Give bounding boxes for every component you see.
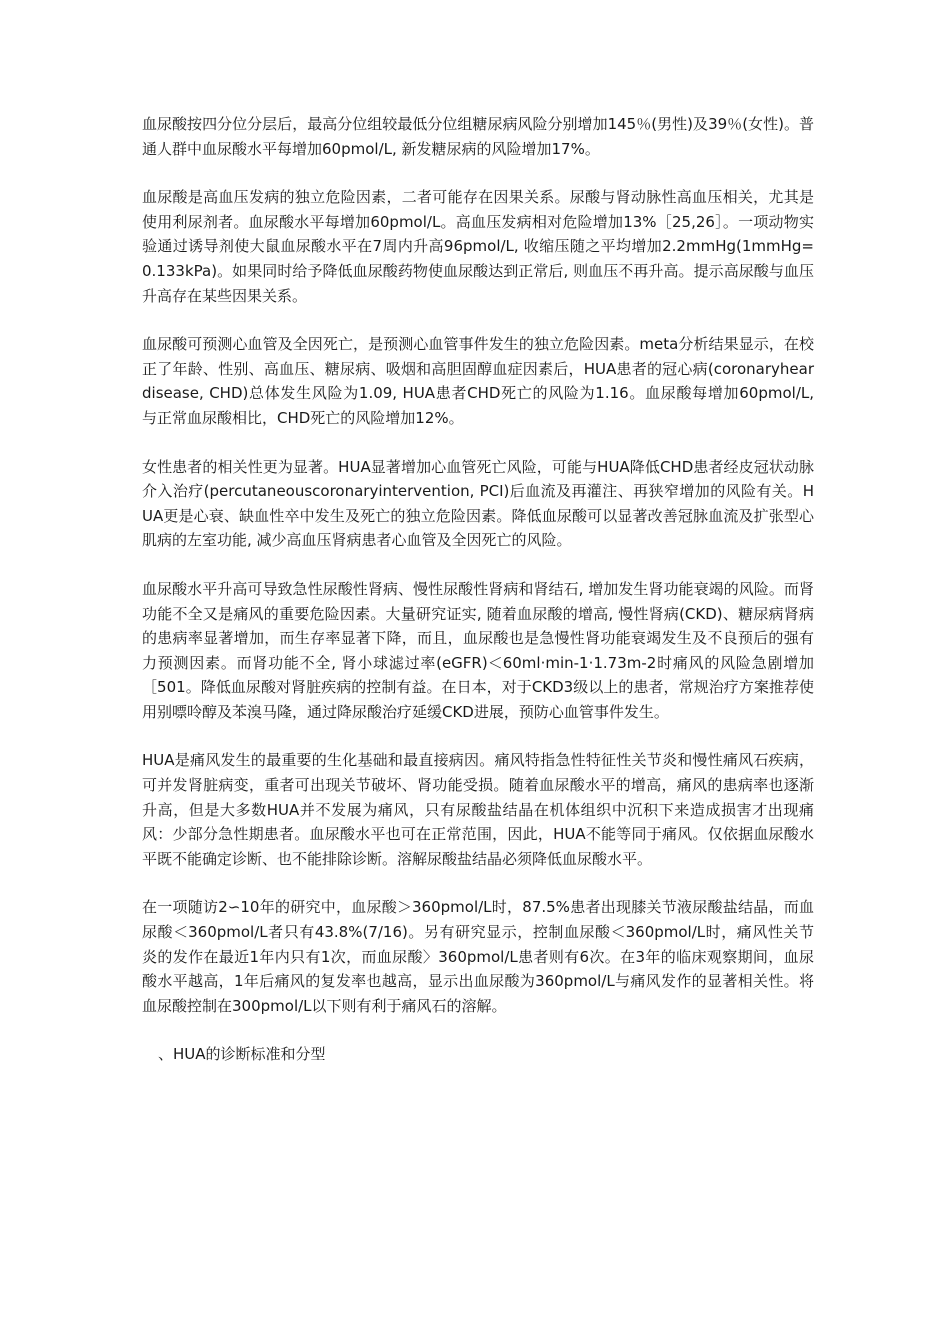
paragraph-followup-study: 在一项随访2∽10年的研究中，血尿酸＞360pmol/L时，87.5%患者出现膝关节液尿酸盐结晶，而血尿酸＜360pmol/L者只有43.8%(7/16)。另有研究显示，控制血尿酸＜360pmol/L时，痛风性关节炎的发作在最近1年内只有1次，而血尿酸〉360pmol/L患者则有6次。在3年的临床观察期间，血尿酸水平越高，1年后痛风的复发率也越高，显示出血尿酸为360pmol/L与痛风发作的显著相关性。将血尿酸控制在300pmol/L以下则有利于痛风石的溶解。: [142, 898, 814, 1015]
paragraph-kidney-disease: 血尿酸水平升高可导致急性尿酸性肾病、慢性尿酸性肾病和肾结石, 增加发生肾功能衰竭的风险。而肾功能不全又是痛风的重要危险因素。大量研究证实, 随着血尿酸的增高, 慢性肾病(CKD)、糖尿病肾病的患病率显著增加，而生存率显著下降，而且，血尿酸也是急慢性肾功能衰竭发生及不良预后的强有力预测因素。而肾功能不全, 肾小球滤过率(eGFR)＜60ml·min-1·1.73m-2时痛风的风险急剧增加［501。降低血尿酸对肾脏疾病的控制有益。在日本，对于CKD3级以上的患者，常规治疗方案推荐使用别嘌呤醇及苯溴马隆，通过降尿酸治疗延缓CKD进展，预防心血管事件发生。: [142, 579, 814, 721]
paragraph-female-correlation: 女性患者的相关性更为显著。HUA显著增加心血管死亡风险，可能与HUA降低CHD患者经皮冠状动脉介入治疗(percutaneouscoronaryintervention, PCI)后血流及再灌注、再狭窄增加的风险有关。HUA更是心衰、缺血性卒中发生及死亡的独立危险因素。降低血尿酸可以显著改善冠脉血流及扩张型心肌病的左室功能, 减少高血压肾病患者心血管及全因死亡的风险。: [142, 457, 814, 550]
paragraph-hypertension-risk: 血尿酸是高血压发病的独立危险因素，二者可能存在因果关系。尿酸与肾动脉性高血压相关，尤其是使用利尿剂者。血尿酸水平每增加60pmol/L。高血压发病相对危险增加13%［25,26］。一项动物实验通过诱导剂使大鼠血尿酸水平在7周内升高96pmol/L, 收缩压随之平均增加2.2mmHg(1mmHg=0.133kPa)。如果同时给予降低血尿酸药物使血尿酸达到正常后, 则血压不再升高。提示高尿酸与血压升高存在某些因果关系。: [142, 188, 814, 305]
section-heading-diagnosis: 、HUA的诊断标准和分型: [158, 1045, 326, 1064]
paragraph-cardiovascular-death: 血尿酸可预测心血管及全因死亡，是预测心血管事件发生的独立危险因素。meta分析结果显示，在校正了年龄、性别、高血压、糖尿病、吸烟和高胆固醇血症因素后，HUA患者的冠心病(coronaryheardisease, CHD)总体发生风险为1.09, HUA患者CHD死亡的风险为1.16。血尿酸每增加60pmol/L, 与正常血尿酸相比，CHD死亡的风险增加12%。: [142, 335, 814, 427]
paragraph-diabetes-risk: 血尿酸按四分位分层后，最高分位组较最低分位组糖尿病风险分别增加145％(男性)及39％(女性)。普通人群中血尿酸水平每增加60pmol/L, 新发糖尿病的风险增加17%。: [142, 115, 814, 158]
paragraph-gout-basis: HUA是痛风发生的最重要的生化基础和最直接病因。痛风特指急性特征性关节炎和慢性痛风石疾病，可并发肾脏病变，重者可出现关节破坏、肾功能受损。随着血尿酸水平的增高，痛风的患病率也逐渐升高，但是大多数HUA并不发展为痛风，只有尿酸盐结晶在机体组织中沉积下来造成损害才出现痛风：少部分急性期患者。血尿酸水平也可在正常范围，因此，HUA不能等同于痛风。仅依据血尿酸水平既不能确定诊断、也不能排除诊断。溶解尿酸盐结晶必须降低血尿酸水平。: [142, 751, 814, 868]
document-body: [142, 112, 814, 1066]
